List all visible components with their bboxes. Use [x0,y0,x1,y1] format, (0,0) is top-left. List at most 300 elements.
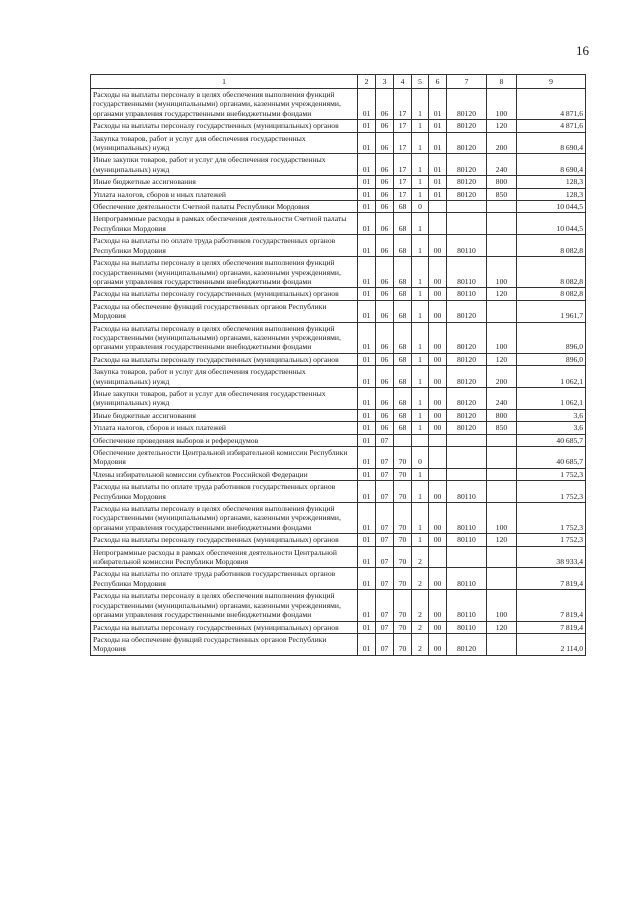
subprogram-code-cell: 01 [429,132,447,154]
ministry-code-cell: 01 [358,213,376,235]
section-code-cell: 06 [376,188,394,200]
amount-cell: 1 961,7 [517,300,586,322]
subsection-code-cell: 70 [394,621,412,633]
target-article-code-cell: 80120 [447,154,487,176]
section-code-cell: 06 [376,322,394,353]
expense-type-code-cell: 120 [487,534,517,546]
column-header: 2 [358,75,376,89]
section-code-cell: 06 [376,288,394,300]
target-article-code-cell: 80120 [447,188,487,200]
subprogram-code-cell: 00 [429,422,447,434]
target-article-code-cell [447,468,487,480]
subsection-code-cell: 68 [394,300,412,322]
amount-cell: 8 082,8 [517,235,586,257]
section-code-cell: 06 [376,257,394,288]
table-row [91,257,586,288]
program-code-cell: 0 [412,201,429,213]
expense-type-code-cell: 120 [487,120,517,132]
expense-name-cell: Расходы на выплаты по оплате труда работников государственных органов Республики Мордовия [91,235,358,257]
subsection-code-cell: 17 [394,89,412,120]
expense-name-cell: Иные бюджетные ассигнования [91,176,358,188]
expense-name-cell: Закупка товаров, работ и услуг для обеспечения государственных (муниципальных) нужд [91,366,358,388]
expense-name-cell: Расходы на обеспечение функций государственных органов Республики Мордовия [91,633,358,655]
amount-cell: 7 819,4 [517,590,586,621]
column-header: 8 [487,75,517,89]
amount-cell: 4 871,6 [517,120,586,132]
column-header: 9 [517,75,586,89]
expense-name-cell: Расходы на выплаты персоналу в целях обеспечения выполнения функций государственными (муниципальными) органами, казенными учреждениями, органами управления государственными внебюджетными фондами [91,322,358,353]
subsection-code-cell: 17 [394,132,412,154]
section-code-cell: 07 [376,590,394,621]
program-code-cell: 1 [412,288,429,300]
expense-name-cell: Расходы на выплаты персоналу государственных (муниципальных) органов [91,621,358,633]
program-code-cell: 1 [412,322,429,353]
expense-name-cell: Расходы на обеспечение функций государственных органов Республики Мордовия [91,300,358,322]
subprogram-code-cell: 00 [429,568,447,590]
section-code-cell: 07 [376,568,394,590]
target-article-code-cell: 80120 [447,422,487,434]
ministry-code-cell: 01 [358,409,376,421]
section-code-cell: 06 [376,154,394,176]
program-code-cell: 1 [412,235,429,257]
ministry-code-cell: 01 [358,387,376,409]
ministry-code-cell: 01 [358,481,376,503]
section-code-cell: 06 [376,235,394,257]
subprogram-code-cell: 00 [429,235,447,257]
subsection-code-cell: 70 [394,534,412,546]
program-code-cell: 1 [412,176,429,188]
subsection-code-cell: 70 [394,447,412,469]
program-code-cell: 1 [412,481,429,503]
target-article-code-cell [447,201,487,213]
subsection-code-cell: 17 [394,176,412,188]
section-code-cell: 07 [376,434,394,446]
amount-cell: 8 082,8 [517,288,586,300]
ministry-code-cell: 01 [358,89,376,120]
target-article-code-cell: 80110 [447,235,487,257]
amount-cell: 38 933,4 [517,546,586,568]
program-code-cell: 1 [412,534,429,546]
program-code-cell: 2 [412,590,429,621]
program-code-cell: 2 [412,621,429,633]
expense-name-cell: Непрограммные расходы в рамках обеспечения деятельности Центральной избирательной комиссии Республики Мордовия [91,546,358,568]
section-code-cell: 07 [376,633,394,655]
subsection-code-cell: 68 [394,422,412,434]
table-row [91,201,586,213]
ministry-code-cell: 01 [358,633,376,655]
expense-name-cell: Уплата налогов, сборов и иных платежей [91,422,358,434]
subsection-code-cell: 68 [394,387,412,409]
section-code-cell: 07 [376,468,394,480]
target-article-code-cell: 80120 [447,633,487,655]
expense-name-cell: Расходы на выплаты по оплате труда работников государственных органов Республики Мордовия [91,568,358,590]
expense-name-cell: Закупка товаров, работ и услуг для обеспечения государственных (муниципальных) нужд [91,132,358,154]
target-article-code-cell: 80120 [447,89,487,120]
target-article-code-cell: 80110 [447,568,487,590]
subsection-code-cell: 70 [394,590,412,621]
subsection-code-cell: 70 [394,481,412,503]
ministry-code-cell: 01 [358,288,376,300]
expense-type-code-cell: 100 [487,590,517,621]
target-article-code-cell: 80120 [447,176,487,188]
ministry-code-cell: 01 [358,434,376,446]
column-header: 3 [376,75,394,89]
subprogram-code-cell [429,213,447,235]
program-code-cell: 2 [412,633,429,655]
section-code-cell: 07 [376,621,394,633]
expense-name-cell: Расходы на выплаты персоналу в целях обеспечения выполнения функций государственными (муниципальными) органами, казенными учреждениями, органами управления государственными внебюджетными фондами [91,590,358,621]
subprogram-code-cell: 01 [429,154,447,176]
expense-name-cell: Непрограммные расходы в рамках обеспечения деятельности Счетной палаты Республики Мордовия [91,213,358,235]
subprogram-code-cell: 00 [429,387,447,409]
ministry-code-cell: 01 [358,176,376,188]
target-article-code-cell: 80110 [447,481,487,503]
ministry-code-cell: 01 [358,353,376,365]
amount-cell: 10 044,5 [517,213,586,235]
target-article-code-cell: 80120 [447,300,487,322]
amount-cell: 7 819,4 [517,621,586,633]
subprogram-code-cell: 00 [429,322,447,353]
ministry-code-cell: 01 [358,201,376,213]
program-code-cell: 1 [412,89,429,120]
ministry-code-cell: 01 [358,188,376,200]
target-article-code-cell [447,434,487,446]
amount-cell: 8 690,4 [517,132,586,154]
target-article-code-cell: 80120 [447,387,487,409]
expense-type-code-cell: 800 [487,409,517,421]
target-article-code-cell: 80110 [447,590,487,621]
amount-cell: 1 062,1 [517,366,586,388]
amount-cell: 3,6 [517,409,586,421]
table-row [91,621,586,633]
target-article-code-cell [447,213,487,235]
subsection-code-cell: 17 [394,120,412,132]
target-article-code-cell: 80120 [447,353,487,365]
table-row [91,534,586,546]
section-code-cell: 06 [376,300,394,322]
amount-cell: 1 752,3 [517,468,586,480]
table-row [91,353,586,365]
table-header [91,75,586,89]
subprogram-code-cell: 01 [429,188,447,200]
target-article-code-cell: 80120 [447,322,487,353]
subprogram-code-cell: 00 [429,366,447,388]
amount-cell: 7 819,4 [517,568,586,590]
expense-type-code-cell [487,201,517,213]
budget-table [90,74,586,656]
target-article-code-cell: 80110 [447,288,487,300]
table-row [91,546,586,568]
section-code-cell: 06 [376,120,394,132]
target-article-code-cell: 80110 [447,257,487,288]
expense-name-cell: Обеспечение деятельности Счетной палаты Республики Мордовия [91,201,358,213]
program-code-cell: 1 [412,468,429,480]
target-article-code-cell [447,447,487,469]
expense-name-cell: Расходы на выплаты персоналу в целях обеспечения выполнения функций государственными (муниципальными) органами, казенными учреждениями, органами управления государственными внебюджетными фондами [91,257,358,288]
amount-cell: 896,0 [517,322,586,353]
target-article-code-cell: 80120 [447,366,487,388]
program-code-cell: 0 [412,447,429,469]
amount-cell: 2 114,0 [517,633,586,655]
subprogram-code-cell: 00 [429,353,447,365]
table-row [91,409,586,421]
expense-name-cell: Расходы на выплаты персоналу государственных (муниципальных) органов [91,288,358,300]
program-code-cell: 1 [412,132,429,154]
ministry-code-cell: 01 [358,534,376,546]
amount-cell: 128,3 [517,176,586,188]
ministry-code-cell: 01 [358,503,376,534]
expense-type-code-cell [487,633,517,655]
ministry-code-cell: 01 [358,257,376,288]
target-article-code-cell: 80110 [447,503,487,534]
expense-type-code-cell [487,300,517,322]
subprogram-code-cell [429,468,447,480]
ministry-code-cell: 01 [358,120,376,132]
section-code-cell: 06 [376,422,394,434]
target-article-code-cell: 80110 [447,534,487,546]
section-code-cell: 07 [376,447,394,469]
table-row [91,503,586,534]
expense-name-cell: Иные закупки товаров, работ и услуг для обеспечения государственных (муниципальных) нужд [91,387,358,409]
expense-name-cell: Обеспечение проведения выборов и референдумов [91,434,358,446]
target-article-code-cell: 80120 [447,120,487,132]
section-code-cell: 07 [376,546,394,568]
program-code-cell: 1 [412,213,429,235]
column-header: 1 [91,75,358,89]
section-code-cell: 06 [376,132,394,154]
subsection-code-cell: 70 [394,546,412,568]
expense-type-code-cell [487,213,517,235]
section-code-cell: 07 [376,481,394,503]
program-code-cell: 1 [412,120,429,132]
section-code-cell: 06 [376,213,394,235]
expense-name-cell: Расходы на выплаты персоналу государственных (муниципальных) органов [91,120,358,132]
table-row [91,422,586,434]
section-code-cell: 06 [376,387,394,409]
subsection-code-cell: 70 [394,568,412,590]
expense-type-code-cell: 120 [487,288,517,300]
ministry-code-cell: 01 [358,300,376,322]
subsection-code-cell: 68 [394,235,412,257]
ministry-code-cell: 01 [358,154,376,176]
table-row [91,387,586,409]
subsection-code-cell: 68 [394,213,412,235]
expense-type-code-cell: 800 [487,176,517,188]
program-code-cell: 2 [412,546,429,568]
program-code-cell: 1 [412,188,429,200]
subsection-code-cell [394,434,412,446]
table-row [91,89,586,120]
expense-type-code-cell: 120 [487,353,517,365]
program-code-cell: 1 [412,366,429,388]
table-row [91,590,586,621]
amount-cell: 1 752,3 [517,534,586,546]
expense-type-code-cell [487,481,517,503]
ministry-code-cell: 01 [358,322,376,353]
subsection-code-cell: 17 [394,154,412,176]
program-code-cell: 1 [412,257,429,288]
subprogram-code-cell: 00 [429,481,447,503]
amount-cell: 1 062,1 [517,387,586,409]
program-code-cell: 1 [412,300,429,322]
subprogram-code-cell [429,201,447,213]
expense-type-code-cell: 200 [487,366,517,388]
subprogram-code-cell [429,434,447,446]
ministry-code-cell: 01 [358,366,376,388]
program-code-cell [412,434,429,446]
column-header: 6 [429,75,447,89]
subsection-code-cell: 70 [394,468,412,480]
table-row [91,213,586,235]
amount-cell: 10 044,5 [517,201,586,213]
table-row [91,434,586,446]
expense-type-code-cell: 100 [487,322,517,353]
subprogram-code-cell [429,447,447,469]
section-code-cell: 06 [376,409,394,421]
expense-type-code-cell: 240 [487,154,517,176]
program-code-cell: 1 [412,503,429,534]
program-code-cell: 2 [412,568,429,590]
ministry-code-cell: 01 [358,590,376,621]
expense-type-code-cell [487,447,517,469]
subsection-code-cell: 68 [394,322,412,353]
subprogram-code-cell: 00 [429,534,447,546]
table-row [91,366,586,388]
table-row [91,633,586,655]
subprogram-code-cell: 00 [429,288,447,300]
subsection-code-cell: 68 [394,201,412,213]
amount-cell: 1 752,3 [517,503,586,534]
expense-name-cell: Расходы на выплаты персоналу государственных (муниципальных) органов [91,353,358,365]
ministry-code-cell: 01 [358,568,376,590]
table-row [91,322,586,353]
table-row [91,120,586,132]
section-code-cell: 06 [376,89,394,120]
subprogram-code-cell: 01 [429,176,447,188]
expense-type-code-cell: 850 [487,422,517,434]
expense-type-code-cell [487,434,517,446]
subsection-code-cell: 68 [394,409,412,421]
subprogram-code-cell: 00 [429,590,447,621]
subprogram-code-cell: 00 [429,503,447,534]
table-row [91,481,586,503]
amount-cell: 40 685,7 [517,447,586,469]
expense-type-code-cell: 120 [487,621,517,633]
expense-type-code-cell: 100 [487,257,517,288]
section-code-cell: 06 [376,176,394,188]
expense-type-code-cell [487,468,517,480]
subsection-code-cell: 68 [394,353,412,365]
program-code-cell: 1 [412,387,429,409]
target-article-code-cell: 80110 [447,621,487,633]
amount-cell: 128,3 [517,188,586,200]
amount-cell: 3,6 [517,422,586,434]
amount-cell: 8 690,4 [517,154,586,176]
table-row [91,235,586,257]
table-row [91,468,586,480]
ministry-code-cell: 01 [358,422,376,434]
expense-name-cell: Уплата налогов, сборов и иных платежей [91,188,358,200]
expense-type-code-cell: 200 [487,132,517,154]
program-code-cell: 1 [412,353,429,365]
subsection-code-cell: 70 [394,633,412,655]
table-row [91,154,586,176]
expense-type-code-cell [487,235,517,257]
amount-cell: 896,0 [517,353,586,365]
expense-name-cell: Расходы на выплаты персоналу в целях обеспечения выполнения функций государственными (муниципальными) органами, казенными учреждениями, органами управления государственными внебюджетными фондами [91,503,358,534]
expense-type-code-cell [487,568,517,590]
target-article-code-cell [447,546,487,568]
subprogram-code-cell: 01 [429,89,447,120]
amount-cell: 4 871,6 [517,89,586,120]
program-code-cell: 1 [412,409,429,421]
ministry-code-cell: 01 [358,546,376,568]
ministry-code-cell: 01 [358,132,376,154]
expense-type-code-cell: 100 [487,503,517,534]
expense-type-code-cell: 100 [487,89,517,120]
ministry-code-cell: 01 [358,447,376,469]
subprogram-code-cell: 00 [429,257,447,288]
subsection-code-cell: 17 [394,188,412,200]
amount-cell: 40 685,7 [517,434,586,446]
expense-name-cell: Обеспечение деятельности Центральной избирательной комиссии Республики Мордовия [91,447,358,469]
expense-name-cell: Расходы на выплаты персоналу государственных (муниципальных) органов [91,534,358,546]
section-code-cell: 07 [376,534,394,546]
page-number: 16 [576,43,589,58]
expense-type-code-cell [487,546,517,568]
subsection-code-cell: 68 [394,257,412,288]
subprogram-code-cell: 00 [429,621,447,633]
subprogram-code-cell: 00 [429,409,447,421]
subprogram-code-cell: 00 [429,300,447,322]
expense-type-code-cell: 240 [487,387,517,409]
target-article-code-cell: 80120 [447,409,487,421]
ministry-code-cell: 01 [358,468,376,480]
expense-name-cell: Расходы на выплаты персоналу в целях обеспечения выполнения функций государственными (муниципальными) органами, казенными учреждениями, органами управления государственными внебюджетными фондами [91,89,358,120]
subsection-code-cell: 68 [394,366,412,388]
column-header: 7 [447,75,487,89]
subsection-code-cell: 70 [394,503,412,534]
table-row [91,568,586,590]
table-row [91,300,586,322]
section-code-cell: 06 [376,201,394,213]
expense-name-cell: Иные закупки товаров, работ и услуг для обеспечения государственных (муниципальных) нужд [91,154,358,176]
table-row [91,176,586,188]
table-row [91,188,586,200]
section-code-cell: 06 [376,353,394,365]
amount-cell: 1 752,3 [517,481,586,503]
program-code-cell: 1 [412,422,429,434]
table-row [91,288,586,300]
subprogram-code-cell: 00 [429,633,447,655]
ministry-code-cell: 01 [358,621,376,633]
expense-name-cell: Расходы на выплаты по оплате труда работников государственных органов Республики Мордовия [91,481,358,503]
subprogram-code-cell [429,546,447,568]
section-code-cell: 06 [376,366,394,388]
expense-name-cell: Иные бюджетные ассигнования [91,409,358,421]
column-header: 4 [394,75,412,89]
table-row [91,447,586,469]
target-article-code-cell: 80120 [447,132,487,154]
subsection-code-cell: 68 [394,288,412,300]
subprogram-code-cell: 01 [429,120,447,132]
table-row [91,132,586,154]
column-header: 5 [412,75,429,89]
section-code-cell: 07 [376,503,394,534]
header-row [91,75,586,89]
amount-cell: 8 082,8 [517,257,586,288]
ministry-code-cell: 01 [358,235,376,257]
